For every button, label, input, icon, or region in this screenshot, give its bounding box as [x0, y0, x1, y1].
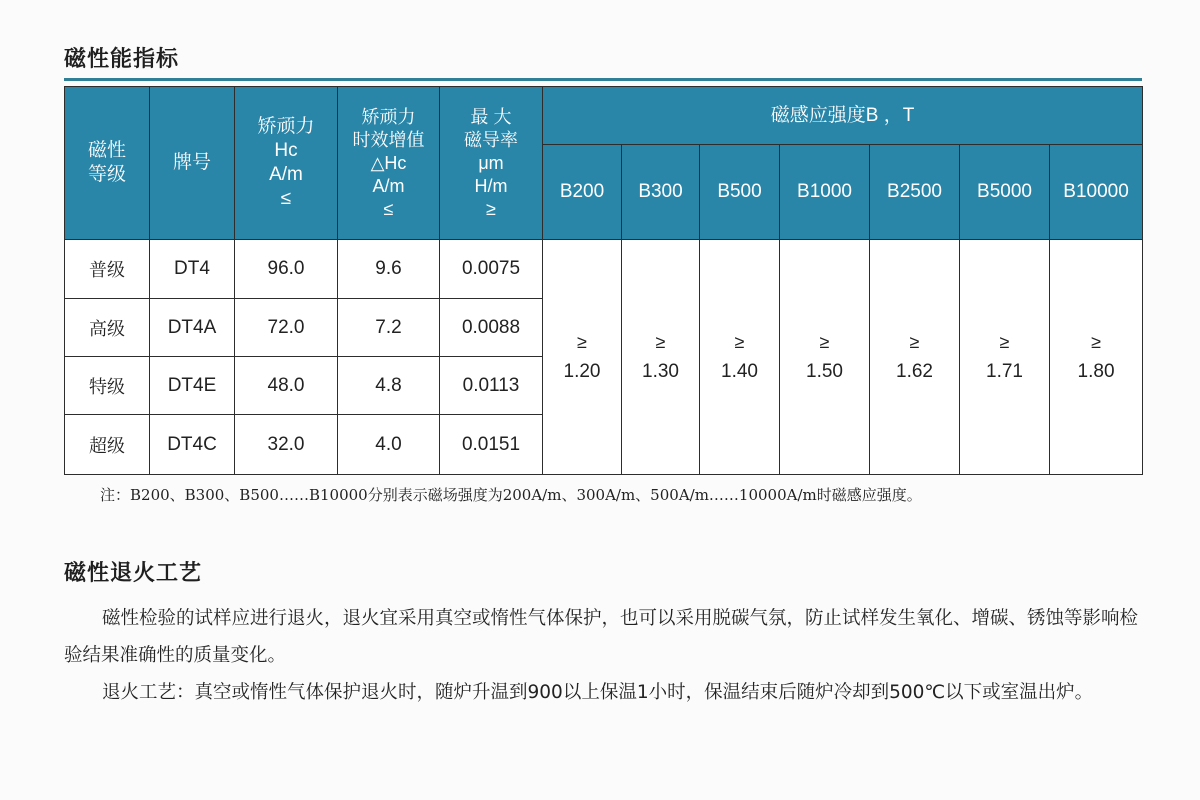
ge-symbol: ≥ [577, 332, 587, 352]
header-grade-line2: 等级 [87, 164, 126, 185]
ge-symbol: ≥ [734, 332, 745, 352]
cell-hc: 48.0 [235, 357, 338, 415]
cell-hc: 72.0 [235, 299, 338, 357]
header-b2500: B2500 [870, 145, 960, 240]
table-row [65, 240, 1143, 299]
b5000-value: 1.71 [986, 361, 1023, 382]
cell-brand: DT4A [150, 299, 235, 357]
paragraph-annealing-requirement: 磁性检验的试样应进行退火，退火宜采用真空或惰性气体保护，也可以采用脱碳气氛，防止试样发生氧化、增碳、锈蚀等影响检验结果准确性的质量变化。 [64, 608, 1139, 666]
header-hc-line3: A/m [269, 164, 303, 185]
magnetic-properties-table [64, 86, 1143, 475]
header-mu-line1: 最 大 [470, 106, 512, 127]
header-b10000: B10000 [1050, 145, 1143, 240]
header-hc-aging [338, 87, 440, 240]
header-hc-line4: ≤ [280, 188, 292, 209]
header-b200: B200 [543, 145, 622, 240]
cell-dhc: 7.2 [338, 299, 440, 357]
header-brand: 牌号 [150, 87, 235, 240]
cell-b2500 [870, 240, 960, 475]
cell-brand: DT4E [150, 357, 235, 415]
b500-value: 1.40 [721, 361, 758, 382]
header-hc [235, 87, 338, 240]
cell-b5000 [960, 240, 1050, 475]
cell-mu: 0.0113 [440, 357, 543, 415]
header-hc-aging-line3: △Hc [370, 152, 407, 173]
cell-mu: 0.0075 [440, 240, 543, 299]
ge-symbol: ≥ [819, 332, 830, 352]
ge-symbol: ≥ [1091, 332, 1101, 352]
cell-hc: 96.0 [235, 240, 338, 299]
title-rule [64, 78, 1142, 81]
header-b300: B300 [622, 145, 700, 240]
header-mu-line2: 磁导率 [464, 129, 518, 150]
section-title-annealing: 磁性退火工艺 [64, 561, 203, 586]
header-mu-line4: H/m [474, 175, 508, 196]
cell-hc: 32.0 [235, 415, 338, 475]
b2500-value: 1.62 [896, 361, 933, 382]
b300-value: 1.30 [642, 361, 679, 382]
cell-b500 [700, 240, 780, 475]
cell-dhc: 4.8 [338, 357, 440, 415]
header-hc-aging-line2: 时效增值 [352, 129, 425, 150]
cell-brand: DT4 [150, 240, 235, 299]
cell-mu: 0.0088 [440, 299, 543, 357]
header-b500: B500 [700, 145, 780, 240]
header-b1000: B1000 [780, 145, 870, 240]
paragraph-annealing-process: 退火工艺：真空或惰性气体保护退火时，随炉升温到900以上保温1小时，保温结束后随炉冷却到500℃以下或室温出炉。 [102, 682, 1094, 703]
header-hc-aging-line4: A/m [372, 175, 405, 196]
cell-grade: 超级 [65, 415, 150, 475]
b1000-value: 1.50 [806, 361, 843, 382]
header-hc-line1: 矫顽力 [257, 116, 315, 137]
b10000-value: 1.80 [1077, 361, 1115, 382]
cell-b10000 [1050, 240, 1143, 475]
header-induction-group: 磁感应强度B ，T [543, 87, 1143, 145]
header-hc-aging-line1: 矫顽力 [361, 106, 416, 127]
table-footnote: 注：B200、B300、B500……B10000分别表示磁场强度为200A/m、300A/m、500A/m……10000A/m时磁感应强度。 [100, 486, 922, 504]
cell-b300 [622, 240, 700, 475]
cell-dhc: 4.0 [338, 415, 440, 475]
header-b5000: B5000 [960, 145, 1050, 240]
header-grade [65, 87, 150, 240]
header-hc-aging-line5: ≤ [383, 198, 394, 219]
b200-value: 1.20 [563, 361, 601, 382]
header-hc-line2: Hc [274, 140, 298, 161]
header-mu-line3: μm [478, 152, 504, 173]
ge-symbol: ≥ [999, 332, 1010, 352]
section-title-magnetic: 磁性能指标 [64, 47, 180, 72]
cell-grade: 普级 [65, 240, 150, 299]
cell-grade: 高级 [65, 299, 150, 357]
ge-symbol: ≥ [909, 332, 920, 352]
cell-dhc: 9.6 [338, 240, 440, 299]
cell-mu: 0.0151 [440, 415, 543, 475]
cell-b200 [543, 240, 622, 475]
header-mu-line5: ≥ [486, 198, 496, 219]
header-permeability [440, 87, 543, 240]
cell-b1000 [780, 240, 870, 475]
header-grade-line1: 磁性 [87, 140, 126, 161]
cell-grade: 特级 [65, 357, 150, 415]
cell-brand: DT4C [150, 415, 235, 475]
ge-symbol: ≥ [655, 332, 666, 352]
